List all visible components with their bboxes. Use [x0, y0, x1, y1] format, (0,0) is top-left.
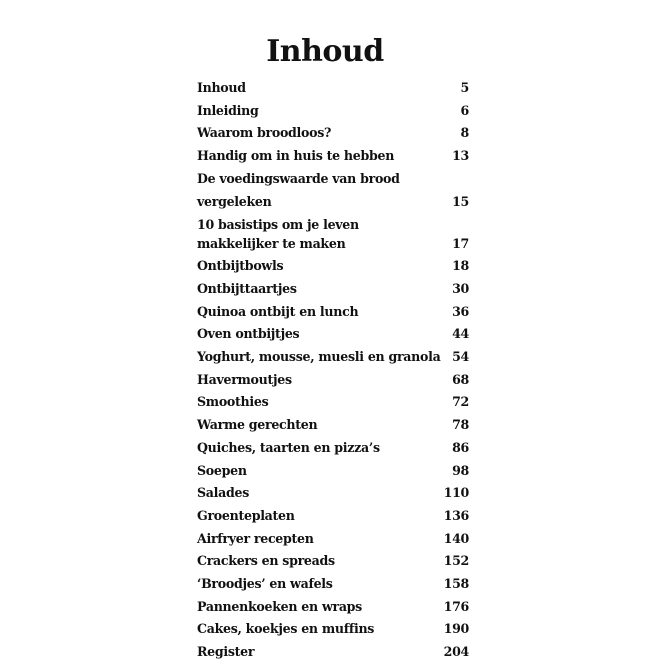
toc-entry [197, 168, 469, 213]
toc-entry-label: Warme gerechten [197, 417, 318, 433]
toc-entry [197, 573, 469, 596]
toc-entry-label: Cakes, koekjes en muffins [197, 621, 375, 637]
toc-entry-label: Inleiding [197, 102, 259, 118]
toc-entry-page: 15 [452, 193, 469, 209]
toc-entry [197, 618, 469, 641]
toc-entry [197, 482, 469, 505]
toc-entry [197, 391, 469, 414]
toc-entry-label: Ontbijtbowls [197, 258, 284, 274]
toc-entry-label: Pannenkoeken en wraps [197, 598, 362, 614]
toc-entry-label: De voedingswaarde van brood vergeleken [197, 170, 400, 209]
toc-entry [197, 213, 469, 255]
toc-entry [197, 437, 469, 460]
toc-entry-page: 78 [452, 417, 469, 433]
toc-entry-label: Yoghurt, mousse, muesli en granola [197, 349, 441, 365]
toc-entry [197, 323, 469, 346]
toc-entry [197, 77, 469, 100]
toc-entry-label: Oven ontbijtjes [197, 326, 300, 342]
toc-entry [197, 255, 469, 278]
toc-entry [197, 460, 469, 483]
toc-entry [197, 145, 469, 168]
toc-entry [197, 369, 469, 392]
toc-entry-page: 13 [452, 148, 469, 164]
toc-entry-page: 136 [443, 507, 469, 523]
toc-entry [197, 596, 469, 619]
toc-entry-page: 204 [443, 644, 469, 660]
toc-entry-page: 54 [452, 349, 469, 365]
toc-entry-page: 86 [452, 439, 469, 455]
toc-entry [197, 641, 469, 664]
toc-entry-label: Register [197, 644, 255, 660]
toc-entry-label: Handig om in huis te hebben [197, 148, 395, 164]
toc-entry-label: Salades [197, 485, 250, 501]
toc-entry-page: 190 [443, 621, 469, 637]
toc-entry-label: Havermoutjes [197, 371, 292, 387]
toc-entry-page: 17 [452, 236, 469, 252]
toc-entry-page: 36 [452, 303, 469, 319]
toc-entry-page: 176 [443, 598, 469, 614]
toc-entry [197, 301, 469, 324]
toc-entry [197, 550, 469, 573]
toc-entry [197, 414, 469, 437]
toc-entry-page: 110 [443, 485, 469, 501]
toc-entry-label: Ontbijttaartjes [197, 280, 297, 296]
toc-entry-label: Inhoud [197, 80, 246, 95]
toc-entry-label: 10 basistips om je leven makkelijker te maken [197, 217, 359, 252]
toc-entry-page: 6 [460, 102, 469, 118]
toc-entry-label: Quinoa ontbijt en lunch [197, 303, 359, 319]
page-title: Inhoud [266, 34, 384, 70]
toc-entry-page: 44 [452, 326, 469, 342]
table-of-contents [197, 77, 469, 664]
toc-entry-page: 18 [452, 258, 469, 274]
toc-entry-page: 5 [460, 80, 469, 95]
toc-entry-label: Crackers en spreads [197, 553, 335, 569]
toc-entry-page: 140 [443, 530, 469, 546]
toc-entry-label: Airfryer recepten [197, 530, 314, 546]
toc-entry-label: Quiches, taarten en pizza’s [197, 439, 380, 455]
toc-entry-label: ‘Broodjes’ en wafels [197, 576, 333, 592]
toc-entry [197, 505, 469, 528]
toc-entry [197, 122, 469, 145]
toc-entry-label: Waarom broodloos? [197, 125, 332, 141]
toc-entry [197, 528, 469, 551]
toc-entry-page: 158 [443, 576, 469, 592]
toc-entry-page: 72 [452, 394, 469, 410]
toc-entry [197, 100, 469, 123]
toc-entry-page: 30 [452, 280, 469, 296]
toc-entry [197, 346, 469, 369]
toc-entry-label: Groenteplaten [197, 507, 295, 523]
toc-entry-page: 98 [452, 462, 469, 478]
toc-entry-page: 8 [460, 125, 469, 141]
toc-entry-page: 68 [452, 371, 469, 387]
toc-entry-page: 152 [443, 553, 469, 569]
toc-entry [197, 278, 469, 301]
toc-entry-label: Smoothies [197, 394, 269, 410]
toc-entry-label: Soepen [197, 462, 247, 478]
